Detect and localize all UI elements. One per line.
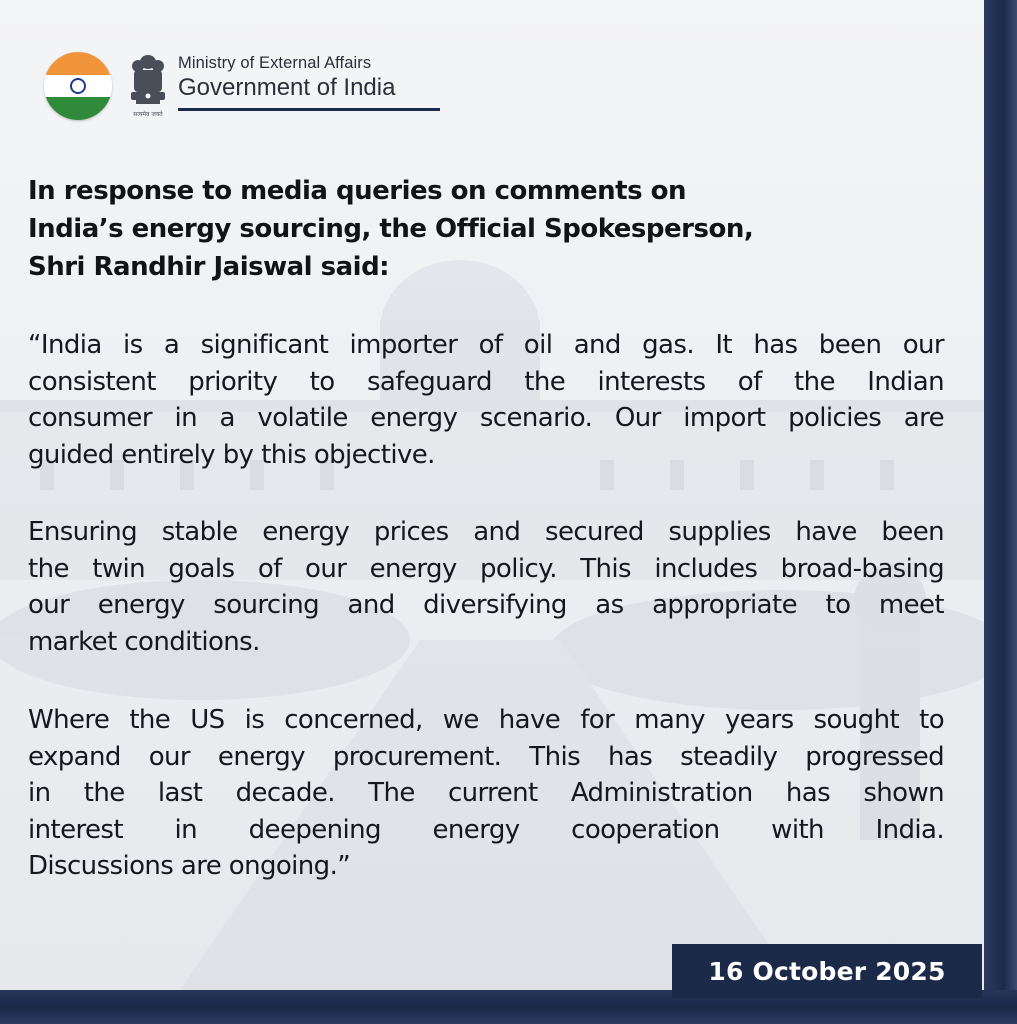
paragraph-line: consistent priority to safeguard the interests of the Indian <box>28 366 944 397</box>
state-emblem-icon <box>126 50 170 122</box>
ministry-title <box>178 54 448 111</box>
intro-line: In response to media queries on comments on <box>28 176 687 206</box>
paragraph-line: our energy sourcing and diversifying as appropriate to meet <box>28 590 944 620</box>
paragraph-line: expand our energy procurement. This has steadily progressed <box>28 741 944 772</box>
paragraph-line: market conditions. <box>28 626 260 657</box>
intro-line: Shri Randhir Jaiswal said: <box>28 252 390 282</box>
ministry-name: Ministry of External Affairs <box>178 54 372 72</box>
intro-heading <box>28 172 928 286</box>
paragraph-line: Where the US is concerned, we have for many years sought to <box>28 705 944 735</box>
paragraph-line: Discussions are ongoing.” <box>28 851 351 881</box>
paragraph-line: “India is a significant importer of oil and gas. It has been our <box>28 330 944 360</box>
government-name: Government of India <box>178 74 396 101</box>
paragraph-line: consumer in a volatile energy scenario. Our import policies are <box>28 403 944 433</box>
right-frame-border <box>984 0 1017 1024</box>
statement-paragraph-3 <box>28 702 944 885</box>
statement-paragraph-2 <box>28 514 944 660</box>
release-date: 16 October 2025 <box>708 956 946 986</box>
india-flag-icon <box>44 52 112 120</box>
date-badge <box>672 944 982 998</box>
emblem-motto: सत्यमेव जयते <box>133 111 163 118</box>
intro-line: India’s energy sourcing, the Official Spokesperson, <box>28 214 754 244</box>
paragraph-line: Ensuring stable energy prices and secured supplies have been <box>28 517 944 547</box>
paragraph-line: interest in deepening energy cooperation with India. <box>28 814 944 845</box>
header-underline <box>178 108 440 111</box>
paragraph-line: guided entirely by this objective. <box>28 439 435 470</box>
statement-paragraph-1 <box>28 327 944 473</box>
paragraph-line: the twin goals of our energy policy. This includes broad-basing <box>28 553 944 584</box>
paragraph-line: in the last decade. The current Administration has shown <box>28 778 944 808</box>
